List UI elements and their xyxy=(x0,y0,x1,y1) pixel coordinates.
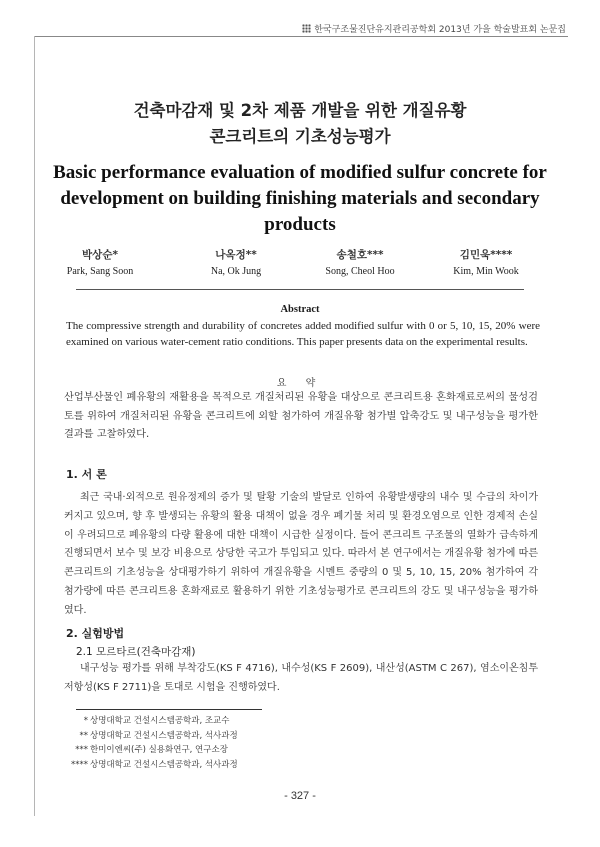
dot-grid-icon xyxy=(302,24,311,33)
section-body-introduction: 최근 국내·외적으로 원유정제의 증가 및 탈황 기술의 발달로 인하여 유황발생량의 내수 및 수급의 차이가 커지고 있으며, 향 후 발생되는 유황의 활용 대책이 없을 경우 폐기물 처리 및 환경오염으로 인한 경제적 손실이 우려되므로 폐유황의 다량 활용에 대한 대책이 시급한 실정이다. 들어 콘크리트 구조물의 열화가 급속하게 진행되면서 보수 및 보강 비용으로 상당한 국고가 투입되고 있다. 따라서 본 연구에서는 개질유황 첨가에 따른 콘크리트의 기초성능을 상대평가하기 위하여 개질유황을 시멘트 중량의 0 및 5, 10, 15, 20% 첨가하여 각 첨가량에 따른 콘크리트용 혼화재료로 활용하기 위한 기초성능평가로 콘크리트의 강도 및 내구성능을 평가하였다. xyxy=(64,492,538,616)
korean-title-line-2: 콘크리트의 기초성능평가 xyxy=(209,127,391,146)
header-text: 한국구조물진단유지관리공학회 2013년 가을 학술발표회 논문집 xyxy=(314,25,566,35)
footnote xyxy=(60,729,238,744)
author-divider xyxy=(76,289,524,290)
author-name-en: Park, Sang Soon xyxy=(66,266,134,277)
author xyxy=(300,247,420,277)
author-name-en: Na, Ok Jung xyxy=(210,266,262,277)
author xyxy=(426,247,546,277)
footnote-mark: **** xyxy=(71,759,88,770)
author-name-ko: 김민욱**** xyxy=(459,249,513,261)
subsection-heading-mortar: 2.1 모르타르(건축마감재) xyxy=(76,646,196,658)
footnote-text: 상명대학교 건설시스템공학과, 석사과정 xyxy=(90,759,238,770)
section-heading-introduction: 1. 서 론 xyxy=(66,468,107,481)
abstract-text: The compressive strength and durability of concretes added modified sulfur with 0 or 5, 10, 15, 20% were examined on various water-cement ratio conditions. This paper presents data on the experimental results. xyxy=(66,320,540,348)
author-name-ko: 송철호*** xyxy=(336,249,384,261)
author-name-ko: 나옥정** xyxy=(215,249,257,261)
footnote-rule xyxy=(76,709,262,710)
footnote-text: 상명대학교 건설시스템공학과, 석사과정 xyxy=(90,730,238,741)
author xyxy=(40,247,160,277)
footnote xyxy=(60,714,238,729)
footnote-mark: * xyxy=(83,716,88,726)
author-name-en: Kim, Min Wook xyxy=(453,266,519,277)
header-rule xyxy=(34,36,568,37)
author-list xyxy=(40,247,560,279)
korean-summary-text: 산업부산물인 폐유황의 재활용을 목적으로 개질처리된 유황을 대상으로 콘크리트용 혼화재료로써의 물성검토를 위하여 개질처리된 유황을 콘크리트에 외할 첨가하여 개질유황 첨가별 압축강도 및 내구성능을 평가한 결과를 고찰하였다. xyxy=(64,392,538,440)
english-title: Basic performance evaluation of modified sulfur concrete for development on building finishing materials and secondary products xyxy=(53,162,547,235)
author-name-en: Song, Cheol Hoo xyxy=(325,266,395,277)
korean-title-line-1: 건축마감재 및 2차 제품 개발을 위한 개질유황 xyxy=(133,101,467,120)
footnotes xyxy=(60,714,238,772)
page-number: - 327 - xyxy=(284,790,316,802)
footnote-mark: ** xyxy=(79,730,88,741)
footnote-text: 한미이엔씨(주) 실용화연구, 연구소장 xyxy=(90,745,228,755)
section-heading-methods: 2. 실험방법 xyxy=(66,627,125,640)
footnote xyxy=(60,743,238,758)
left-margin-rule xyxy=(34,36,35,816)
running-header xyxy=(302,22,566,35)
footnote-mark: *** xyxy=(75,745,88,755)
author xyxy=(176,247,296,277)
footnote xyxy=(60,758,238,773)
author-name-ko: 박상순* xyxy=(82,249,118,261)
footnote-text: 상명대학교 건설시스템공학과, 조교수 xyxy=(90,716,230,726)
abstract-heading: Abstract xyxy=(280,304,320,315)
korean-summary-heading: 요 약 xyxy=(276,378,324,389)
section-body-methods: 내구성능 평가를 위해 부착강도(KS F 4716), 내수성(KS F 2609), 내산성(ASTM C 267), 염소이온침투저항성(KS F 2711)을 토대로 시험을 진행하였다. xyxy=(64,663,538,693)
